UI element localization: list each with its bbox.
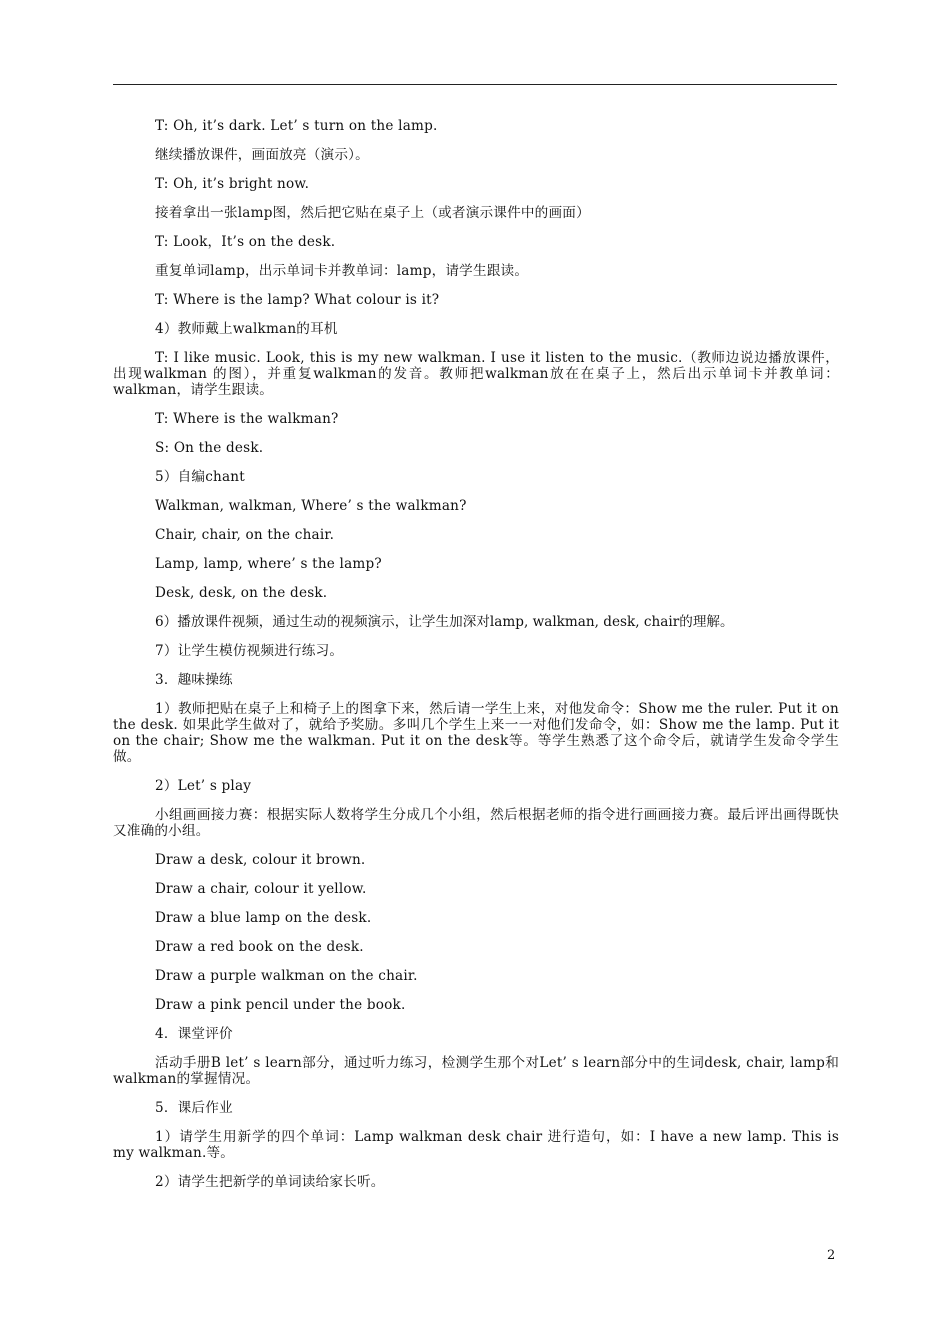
document-body [113, 118, 839, 1203]
paragraph: Desk, desk, on the desk. [155, 585, 328, 601]
paragraph: Draw a purple walkman on the chair. [155, 968, 418, 984]
paragraph: T: Where is the lamp? What colour is it? [155, 292, 440, 308]
paragraph: 活动手册B let’ s learn部分，通过听力练习，检测学生那个对Let’ s learn部分中的生词desk, chair, lamp和walkman的掌握情况。 [113, 1055, 839, 1087]
paragraph: Chair, chair, on the chair. [155, 527, 335, 543]
paragraph: Draw a red book on the desk. [155, 939, 364, 955]
paragraph: T: Oh, it’s dark. Let’ s turn on the lamp. [155, 118, 438, 134]
header-rule [113, 84, 837, 85]
paragraph: 2）请学生把新学的单词读给家长听。 [155, 1174, 385, 1190]
paragraph: 重复单词lamp，出示单词卡并教单词：lamp，请学生跟读。 [155, 263, 529, 279]
paragraph: 小组画画接力赛：根据实际人数将学生分成几个小组，然后根据老师的指令进行画画接力赛。最后评出画得既快又准确的小组。 [113, 807, 839, 839]
paragraph: Lamp, lamp, where’ s the lamp? [155, 556, 382, 572]
paragraph: 2）Let’ s play [155, 778, 252, 794]
paragraph: 3．趣味操练 [155, 672, 233, 688]
paragraph: S: On the desk. [155, 440, 264, 456]
paragraph: 4．课堂评价 [155, 1026, 233, 1042]
paragraph: Draw a blue lamp on the desk. [155, 910, 372, 926]
paragraph: 4）教师戴上walkman的耳机 [155, 321, 338, 337]
paragraph: Draw a pink pencil under the book. [155, 997, 406, 1013]
page-number: 2 [827, 1248, 836, 1263]
paragraph: 6）播放课件视频，通过生动的视频演示，让学生加深对lamp, walkman, desk, chair的理解。 [155, 614, 734, 630]
paragraph: T: Where is the walkman? [155, 411, 339, 427]
paragraph: 5．课后作业 [155, 1100, 233, 1116]
paragraph: T: Oh, it’s bright now. [155, 176, 310, 192]
paragraph: 继续播放课件，画面放亮（演示）。 [155, 147, 369, 163]
paragraph: 5）自编chant [155, 469, 245, 485]
paragraph: Draw a desk, colour it brown. [155, 852, 366, 868]
paragraph: 接着拿出一张lamp图，然后把它贴在桌子上（或者演示课件中的画面） [155, 205, 590, 221]
paragraph: Draw a chair, colour it yellow. [155, 881, 367, 897]
paragraph: 1）请学生用新学的四个单词：Lamp walkman desk chair 进行造句，如：I have a new lamp. This is my walkman.等。 [113, 1129, 839, 1161]
paragraph: T: Look，It’s on the desk. [155, 234, 336, 250]
paragraph: 1）教师把贴在桌子上和椅子上的图拿下来，然后请一学生上来，对他发命令：Show me the ruler. Put it on the desk. 如果此学生做对了，就给予奖励。多叫几个学生上来一一对他们发命令，如：Show me the lamp. Put it on the chair; Show me the walkman. Put it on the desk等。等学生熟悉了这个命令后，就请学生发命令学生做。 [113, 701, 839, 765]
paragraph: T: I like music. Look, this is my new walkman. I use it listen to the music.（教师边说边播放课件，出现walkman 的图），并重复walkman的发音。教师把walkman放在在桌子上，然后出示单词卡并教单词：walkman，请学生跟读。 [113, 350, 839, 398]
paragraph: 7）让学生模仿视频进行练习。 [155, 643, 344, 659]
paragraph: Walkman, walkman, Where’ s the walkman? [155, 498, 467, 514]
